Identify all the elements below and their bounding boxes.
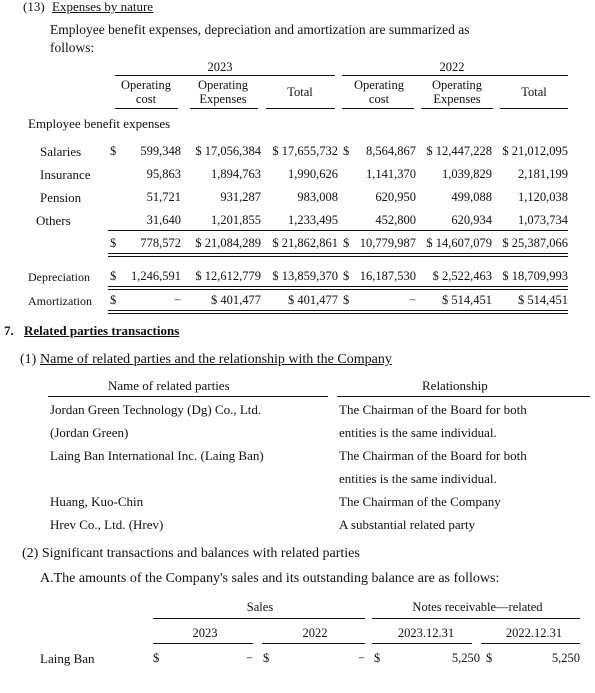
cell-value: 16,187,530	[359, 269, 416, 283]
col-header-year: 2022	[302, 626, 328, 640]
cell-value: 1,990,626	[288, 167, 338, 181]
party-name: Laing Ban International Inc. (Laing Ban)	[50, 448, 264, 463]
cell-value: 620,934	[451, 213, 492, 227]
cell-value: 1,120,038	[518, 190, 568, 204]
row-label: Insurance	[40, 167, 91, 182]
row-label: Laing Ban	[40, 651, 95, 666]
cell-value: −	[245, 651, 253, 665]
subtotal-rule	[108, 230, 568, 231]
col-header-operating-cost: Operating cost	[354, 78, 404, 106]
subsection-number: (1)	[20, 352, 37, 367]
cell-value: 1,894,763	[211, 167, 261, 181]
col-header-operating-expenses: Operating Expenses	[198, 78, 248, 106]
cell-value: $ 401,477	[288, 293, 338, 307]
cell-value: −	[357, 651, 365, 665]
cell-value: $ 25,387,066	[502, 236, 568, 250]
intro-text: follows:	[50, 40, 95, 55]
header-rule	[262, 643, 365, 644]
col-header-date: 2023.12.31	[397, 626, 455, 640]
party-relationship: entities is the same individual.	[339, 425, 497, 440]
cell-value: $ 2,522,463	[432, 269, 492, 283]
cell-value: $ 14,607,079	[426, 236, 492, 250]
row-label: Amortization	[28, 294, 92, 308]
cell-value: $ 12,447,228	[426, 144, 492, 158]
cell-value: 1,039,829	[442, 167, 492, 181]
col-header-name: Name of related parties	[108, 378, 230, 393]
row-label: Depreciation	[28, 270, 90, 284]
header-rule	[337, 396, 590, 397]
subsection-heading: Name of related parties and the relationship with the Company	[40, 352, 392, 367]
cell-value: $ 401,477	[211, 293, 261, 307]
col-header-notes-receivable: Notes receivable—related	[412, 600, 543, 614]
currency-sign: $	[343, 236, 350, 250]
col-header-year: 2023	[192, 626, 218, 640]
double-rule	[108, 310, 568, 314]
year-underline	[342, 75, 568, 76]
party-relationship: A substantial related party	[339, 517, 476, 532]
header-rule	[500, 108, 568, 109]
currency-sign: $	[374, 651, 381, 665]
cell-value: $ 514,451	[442, 293, 492, 307]
party-name: Hrev Co., Ltd. (Hrev)	[50, 517, 164, 532]
cell-value: 95,863	[146, 167, 181, 181]
cell-value: 499,088	[451, 190, 492, 204]
header-rule	[48, 396, 328, 397]
row-label: Pension	[40, 190, 82, 205]
party-relationship: The Chairman of the Board for both	[339, 402, 527, 417]
intro-text: Employee benefit expenses, depreciation and amortization are summarized as	[50, 22, 470, 37]
cell-value: 1,246,591	[131, 269, 181, 283]
currency-sign: $	[263, 651, 270, 665]
currency-sign: $	[486, 651, 493, 665]
cell-value: $ 17,655,732	[272, 144, 338, 158]
subsection-heading: (2) Significant transactions and balances with related parties	[22, 546, 360, 561]
cell-value: $ 18,709,993	[502, 269, 568, 283]
party-relationship: The Chairman of the Company	[339, 494, 501, 509]
header-rule	[266, 108, 335, 109]
header-rule	[115, 108, 178, 109]
cell-value: $ 17,056,384	[195, 144, 261, 158]
cell-value: 1,201,855	[211, 213, 261, 227]
cell-value: 5,250	[451, 651, 480, 665]
cell-value: 8,564,867	[366, 144, 416, 158]
party-name: Jordan Green Technology (Dg) Co., Ltd.	[50, 402, 262, 417]
col-header-operating-cost: Operating cost	[121, 78, 171, 106]
col-header-total: Total	[287, 85, 313, 99]
header-rule	[372, 643, 472, 644]
col-header-total: Total	[521, 85, 547, 99]
cell-value: −	[173, 293, 181, 307]
row-label: Others	[36, 213, 71, 228]
header-rule	[372, 618, 580, 619]
col-header-relationship: Relationship	[422, 378, 488, 393]
header-rule	[153, 643, 253, 644]
currency-sign: $	[110, 144, 117, 158]
currency-sign: $	[343, 269, 350, 283]
currency-sign: $	[343, 293, 350, 307]
double-rule	[108, 286, 568, 290]
subsection-text: A.The amounts of the Company's sales and its outstanding balance are as follows:	[40, 571, 500, 586]
year-header-2023: 2023	[207, 60, 233, 74]
cell-value: 1,073,734	[518, 213, 568, 227]
section-heading: Related parties transactions	[24, 323, 180, 338]
party-name: Huang, Kuo-Chin	[50, 494, 144, 509]
col-header-date: 2022.12.31	[505, 626, 563, 640]
cell-value: 10,779,987	[359, 236, 416, 250]
double-rule	[108, 253, 568, 257]
currency-sign: $	[110, 293, 117, 307]
section-number: (13)	[23, 0, 45, 14]
cell-value: $ 13,859,370	[272, 269, 338, 283]
cell-value: 1,141,370	[366, 167, 416, 181]
section-heading: Expenses by nature	[52, 0, 154, 14]
cell-value: $ 21,084,289	[195, 236, 261, 250]
group-label: Employee benefit expenses	[28, 116, 171, 131]
cell-value: $ 514,451	[518, 293, 568, 307]
header-rule	[342, 108, 414, 109]
section-number: 7.	[4, 323, 14, 338]
cell-value: 51,721	[146, 190, 181, 204]
party-relationship: entities is the same individual.	[339, 471, 497, 486]
currency-sign: $	[343, 144, 350, 158]
col-header-sales: Sales	[246, 600, 274, 614]
cell-value: 452,800	[375, 213, 416, 227]
party-name: (Jordan Green)	[50, 425, 129, 440]
header-rule	[190, 108, 258, 109]
cell-value: 620,950	[375, 190, 416, 204]
cell-value: −	[408, 293, 416, 307]
cell-value: $ 21,862,861	[272, 236, 338, 250]
currency-sign: $	[110, 236, 117, 250]
header-rule	[153, 618, 365, 619]
header-rule	[421, 108, 493, 109]
currency-sign: $	[110, 269, 117, 283]
cell-value: 778,572	[140, 236, 181, 250]
row-label: Salaries	[40, 144, 82, 159]
cell-value: $ 12,612,779	[195, 269, 261, 283]
col-header-operating-expenses: Operating Expenses	[432, 78, 482, 106]
header-rule	[481, 643, 580, 644]
party-relationship: The Chairman of the Board for both	[339, 448, 527, 463]
cell-value: $ 21,012,095	[502, 144, 568, 158]
cell-value: 31,640	[146, 213, 181, 227]
year-underline	[115, 75, 335, 76]
currency-sign: $	[153, 651, 160, 665]
cell-value: 5,250	[551, 651, 580, 665]
cell-value: 983,008	[297, 190, 338, 204]
year-header-2022: 2022	[439, 60, 465, 74]
cell-value: 599,348	[140, 144, 181, 158]
cell-value: 2,181,199	[518, 167, 568, 181]
cell-value: 1,233,495	[288, 213, 338, 227]
cell-value: 931,287	[220, 190, 261, 204]
